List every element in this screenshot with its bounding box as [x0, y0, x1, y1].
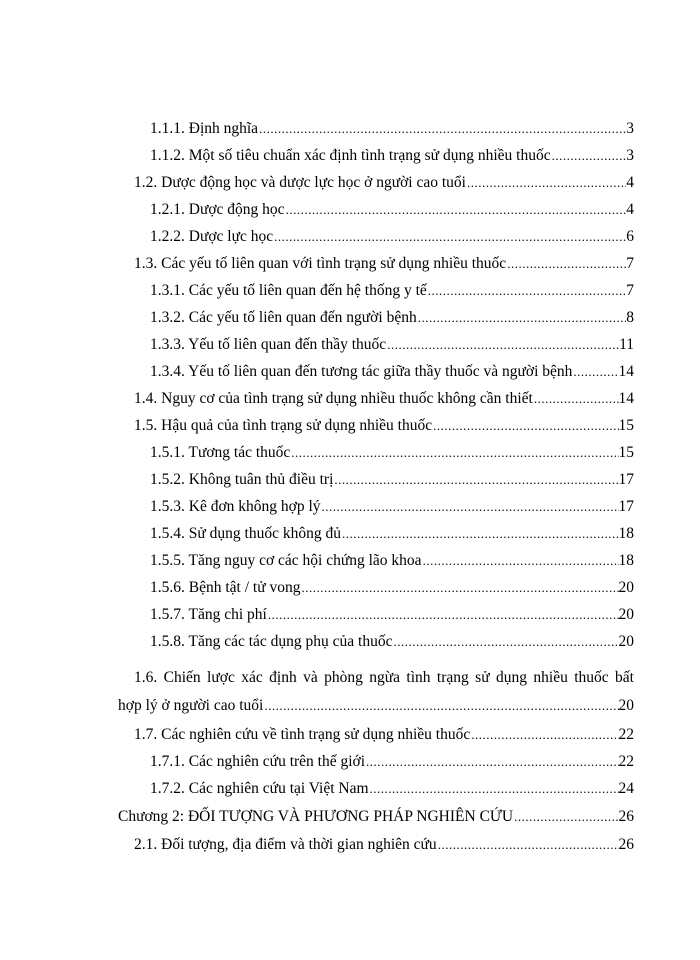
toc-entry-title: 1.5.8. Tăng các tác dụng phụ của thuốc [150, 633, 393, 650]
toc-entry[interactable] [150, 467, 634, 493]
toc-entry-page: 22 [618, 753, 634, 770]
toc-entry[interactable] [150, 749, 634, 775]
toc-entry-title: 1.5.4. Sử dụng thuốc không đủ [150, 525, 341, 542]
toc-leader-dots [341, 521, 619, 547]
toc-entry[interactable] [150, 776, 634, 802]
toc-entry[interactable] [150, 602, 634, 628]
toc-entry-title: 1.5.1. Tương tác thuốc [150, 444, 291, 461]
toc-entry-title: 1.7.1. Các nghiên cứu trên thế giới [150, 753, 366, 770]
toc-entry-title: 1.3.4. Yếu tố liên quan đến tương tác giữa thầy thuốc và người bệnh [150, 363, 573, 380]
toc-entry-page: 18 [618, 525, 634, 542]
toc-entry-page: 17 [618, 471, 634, 488]
toc-entry[interactable] [150, 197, 634, 223]
toc-leader-dots [466, 170, 626, 196]
toc-leader-dots [427, 278, 626, 304]
toc-leader-dots [290, 440, 618, 466]
toc-leader-dots [300, 575, 618, 601]
toc-entry-title: 1.5.3. Kê đơn không hợp lý [150, 498, 321, 515]
toc-leader-dots [470, 722, 618, 748]
toc-leader-dots [273, 224, 626, 250]
toc-entry-page: 20 [618, 606, 634, 623]
toc-entry-page: 7 [626, 282, 634, 299]
toc-entry-title: 1.5.2. Không tuân thủ điều trị [150, 471, 334, 488]
toc-entry-wrapped-line1[interactable]: 1.6. Chiến lược xác định và phòng ngừa tình trạng sử dụng nhiều thuốc bất [134, 669, 634, 686]
toc-leader-dots [263, 693, 618, 719]
toc-leader-dots [365, 749, 618, 775]
toc-entry[interactable] [150, 278, 634, 304]
toc-leader-dots [513, 804, 618, 830]
toc-leader-dots [258, 116, 626, 142]
toc-entry-page: 14 [618, 363, 634, 380]
toc-entry[interactable] [150, 494, 634, 520]
toc-entry[interactable] [150, 575, 634, 601]
toc-entry-page: 26 [618, 808, 634, 825]
toc-entry[interactable] [134, 170, 634, 196]
toc-leader-dots [321, 494, 619, 520]
toc-entry-title: 1.5.5. Tăng nguy cơ các hội chứng lão khoa [150, 552, 422, 569]
toc-entry-title: 1.3.2. Các yếu tố liên quan đến người bệnh [150, 309, 417, 326]
toc-entry[interactable] [134, 832, 634, 858]
toc-entry-page: 14 [618, 390, 634, 407]
toc-leader-dots [267, 602, 619, 628]
toc-leader-dots [285, 197, 627, 223]
toc-entry-title: 1.1.1. Định nghĩa [150, 120, 259, 137]
toc-entry-title: 1.2.1. Dược động học [150, 201, 285, 218]
toc-entry-title: 1.2. Dược động học và dược lực học ở người cao tuổi [134, 174, 466, 191]
toc-entry-title: 1.3.3. Yếu tố liên quan đến thầy thuốc [150, 336, 387, 353]
toc-entry-title: 1.7.2. Các nghiên cứu tại Việt Nam [150, 780, 369, 797]
toc-leader-dots [437, 832, 619, 858]
toc-leader-dots [392, 629, 618, 655]
toc-entry-page: 20 [618, 633, 634, 650]
toc-entry-page: 3 [626, 147, 634, 164]
toc-entry[interactable] [150, 548, 634, 574]
toc-entry-title: 1.5.7. Tăng chi phí [150, 606, 267, 623]
toc-entry-title: 1.4. Nguy cơ của tình trạng sử dụng nhiều thuốc không cần thiết [134, 390, 533, 407]
toc-entry[interactable] [150, 629, 634, 655]
toc-entry-page: 11 [619, 336, 634, 353]
toc-entry[interactable] [134, 251, 634, 277]
toc-leader-dots [432, 413, 618, 439]
toc-entry-page: 4 [626, 174, 634, 191]
toc-entry-title: 1.2.2. Dược lực học [150, 228, 274, 245]
toc-entry[interactable] [150, 440, 634, 466]
toc-leader-dots [417, 305, 627, 331]
toc-entry[interactable] [134, 386, 634, 412]
toc-entry[interactable] [150, 116, 634, 142]
toc-entry-title: 1.5.6. Bệnh tật / tử vong [150, 579, 301, 596]
toc-entry-title: Chương 2: ĐỐI TƯỢNG VÀ PHƯƠNG PHÁP NGHIÊN CỨU [118, 808, 514, 825]
toc-entry-title: 1.7. Các nghiên cứu về tình trạng sử dụng nhiều thuốc [134, 726, 471, 743]
toc-entry-page: 4 [626, 201, 634, 218]
toc-entry-page: 22 [618, 726, 634, 743]
toc-leader-dots [551, 143, 627, 169]
toc-entry-page: 17 [618, 498, 634, 515]
toc-leader-dots [533, 386, 619, 412]
toc-entry-title: 1.3.1. Các yếu tố liên quan đến hệ thống y tế [150, 282, 427, 299]
toc-entry-title: 1.1.2. Một số tiêu chuẩn xác định tình trạng sử dụng nhiều thuốc [150, 147, 551, 164]
toc-entry[interactable] [150, 305, 634, 331]
toc-entry-page: 15 [618, 417, 634, 434]
toc-entry-title: 1.5. Hậu quả của tình trạng sử dụng nhiều thuốc [134, 417, 433, 434]
toc-entry-page: 6 [626, 228, 634, 245]
toc-entry-page: 8 [626, 309, 634, 326]
toc-entry[interactable] [150, 332, 634, 358]
toc-chapter-entry[interactable] [118, 804, 634, 830]
toc-entry-page: 18 [618, 552, 634, 569]
toc-entry-page: 26 [618, 836, 634, 853]
toc-entry-page: 3 [626, 120, 634, 137]
toc-leader-dots [386, 332, 619, 358]
toc-entry-page: 20 [618, 697, 634, 714]
toc-entry-page: 15 [618, 444, 634, 461]
toc-entry-wrapped-line2[interactable] [118, 693, 634, 719]
toc-leader-dots [572, 359, 618, 385]
toc-leader-dots [333, 467, 618, 493]
toc-entry-page: 20 [618, 579, 634, 596]
toc-entry-page: 7 [626, 255, 634, 272]
toc-leader-dots [369, 776, 619, 802]
toc-entry-page: 24 [618, 780, 634, 797]
toc-entry[interactable] [150, 521, 634, 547]
toc-entry-title: 1.3. Các yếu tố liên quan với tình trạng sử dụng nhiều thuốc [134, 255, 507, 272]
toc-entry[interactable] [134, 722, 634, 748]
toc-entry-title: hợp lý ở người cao tuổi [118, 697, 264, 714]
toc-entry[interactable] [150, 359, 634, 385]
toc-entry-title: 2.1. Đối tượng, địa điểm và thời gian nghiên cứu [134, 836, 437, 853]
toc-entry[interactable] [134, 413, 634, 439]
toc-entry[interactable] [150, 143, 634, 169]
toc-leader-dots [506, 251, 626, 277]
toc-leader-dots [422, 548, 619, 574]
toc-entry[interactable] [150, 224, 634, 250]
